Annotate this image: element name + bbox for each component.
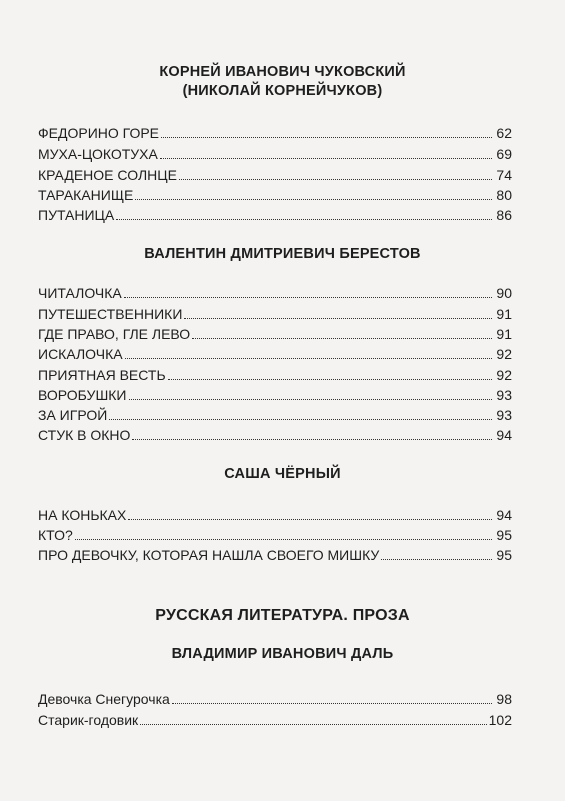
dot-leader — [128, 519, 492, 520]
dot-leader — [125, 358, 492, 359]
toc-entry-page: 69 — [496, 146, 512, 162]
toc-entry-title: ТАРАКАНИЩЕ — [38, 187, 134, 203]
toc-entry-title: КРАДЕНОЕ СОЛНЦЕ — [38, 167, 177, 183]
toc-entry-title: КТО? — [38, 527, 73, 543]
author-heading-berestov: ВАЛЕНТИН ДМИТРИЕВИЧ БЕРЕСТОВ — [144, 246, 421, 262]
toc-entry-page: 93 — [496, 407, 512, 423]
toc-entry-title: ВОРОБУШКИ — [38, 387, 127, 403]
toc-entry-page: 102 — [488, 712, 512, 728]
toc-entry-title: ПУТАНИЦА — [38, 207, 115, 223]
toc-entry[interactable] — [38, 325, 512, 343]
toc-entry-page: 94 — [496, 427, 512, 443]
toc-entry[interactable] — [38, 526, 512, 544]
toc-entry[interactable] — [38, 305, 512, 323]
toc-entry-page: 86 — [496, 207, 512, 223]
dot-leader — [184, 318, 492, 319]
toc-entry[interactable] — [38, 386, 512, 404]
toc-entry[interactable] — [38, 546, 512, 564]
dot-leader — [161, 137, 492, 138]
dot-leader — [109, 419, 492, 420]
toc-entry-page: 90 — [496, 285, 512, 301]
toc-entry[interactable] — [38, 124, 512, 142]
author-heading-cherny: САША ЧЁРНЫЙ — [224, 466, 341, 482]
author-heading-dal: ВЛАДИМИР ИВАНОВИЧ ДАЛЬ — [171, 646, 394, 662]
toc-entry-title: ФЕДОРИНО ГОРЕ — [38, 125, 160, 141]
toc-entry-page: 98 — [496, 691, 512, 707]
toc-entry-page: 93 — [496, 387, 512, 403]
toc-entry-title: ПРИЯТНАЯ ВЕСТЬ — [38, 367, 166, 383]
dot-leader — [132, 439, 492, 440]
dot-leader — [116, 219, 492, 220]
toc-entry-title: ПУТЕШЕСТВЕННИКИ — [38, 306, 183, 322]
toc-entry-title: ЧИТАЛОЧКА — [38, 285, 122, 301]
dot-leader — [160, 158, 492, 159]
toc-entry[interactable] — [38, 345, 512, 363]
toc-entry-title: ГДЕ ПРАВО, ГЛЕ ЛЕВО — [38, 326, 191, 342]
toc-entry-page: 94 — [496, 507, 512, 523]
dot-leader — [129, 399, 493, 400]
dot-leader — [75, 539, 492, 540]
dot-leader — [381, 559, 492, 560]
toc-entry-title: ПРО ДЕВОЧКУ, КОТОРАЯ НАШЛА СВОЕГО МИШКУ — [38, 547, 380, 563]
toc-entry-title: ИСКАЛОЧКА — [38, 346, 123, 362]
toc-entry[interactable] — [38, 690, 512, 708]
toc-entry-page: 91 — [496, 306, 512, 322]
toc-entry[interactable] — [38, 711, 512, 729]
toc-entry[interactable] — [38, 166, 512, 184]
dot-leader — [168, 379, 492, 380]
dot-leader — [179, 179, 492, 180]
toc-entry[interactable] — [38, 206, 512, 224]
dot-leader — [140, 724, 486, 725]
toc-entry[interactable] — [38, 406, 512, 424]
dot-leader — [124, 297, 492, 298]
toc-entry[interactable] — [38, 284, 512, 302]
dot-leader — [192, 338, 492, 339]
dot-leader — [172, 703, 492, 704]
toc-entry-page: 95 — [496, 547, 512, 563]
toc-entry[interactable] — [38, 145, 512, 163]
toc-entry-page: 80 — [496, 187, 512, 203]
author-alias-chukovsky: (НИКОЛАЙ КОРНЕЙЧУКОВ) — [182, 83, 383, 99]
toc-entry-page: 91 — [496, 326, 512, 342]
toc-entry-page: 74 — [496, 167, 512, 183]
toc-entry-page: 62 — [496, 125, 512, 141]
toc-entry[interactable] — [38, 506, 512, 524]
toc-entry-title: Девочка Снегурочка — [38, 691, 170, 707]
toc-entry-page: 95 — [496, 527, 512, 543]
section-heading-prose: РУССКАЯ ЛИТЕРАТУРА. ПРОЗА — [155, 607, 410, 624]
dot-leader — [135, 199, 492, 200]
toc-entry-page: 92 — [496, 346, 512, 362]
toc-entry-title: Старик-годовик — [38, 712, 139, 728]
toc-entry-title: ЗА ИГРОЙ — [38, 407, 108, 423]
toc-entry-title: МУХА-ЦОКОТУХА — [38, 146, 158, 162]
toc-entry[interactable] — [38, 186, 512, 204]
toc-entry-page: 92 — [496, 367, 512, 383]
toc-entry-title: СТУК В ОКНО — [38, 427, 131, 443]
author-heading-chukovsky: КОРНЕЙ ИВАНОВИЧ ЧУКОВСКИЙ — [159, 64, 406, 80]
toc-entry[interactable] — [38, 426, 512, 444]
toc-entry[interactable] — [38, 366, 512, 384]
toc-entry-title: НА КОНЬКАХ — [38, 507, 127, 523]
